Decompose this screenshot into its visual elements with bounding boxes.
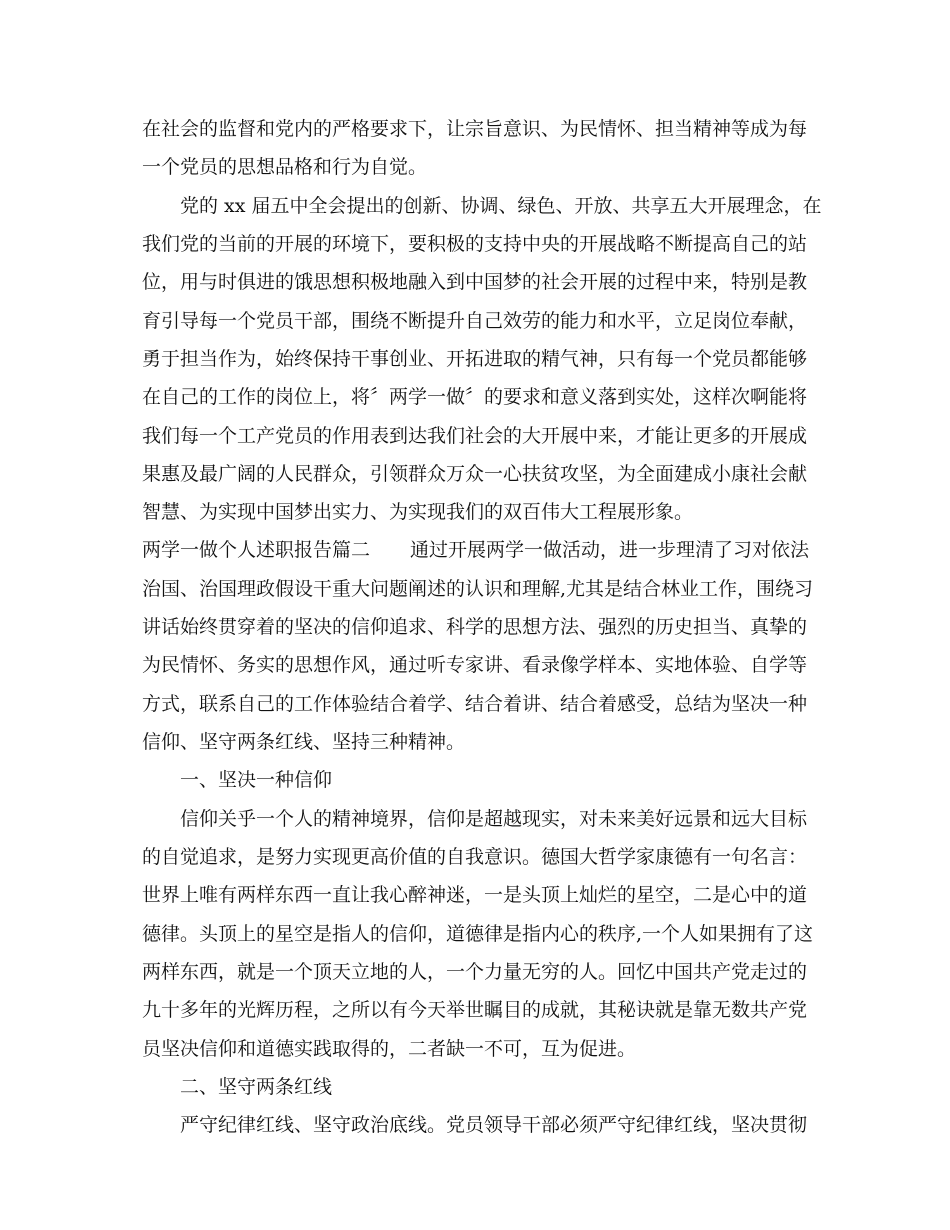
- paragraph3-line-3: 讲话始终贯穿着的坚决的信仰追求、科学的思想方法、强烈的历史担当、真挚的: [142, 616, 808, 638]
- paragraph2-line-8: 果惠及最广阔的人民群众，引领群众万众一心扶贫攻坚，为全面建成小康社会献: [142, 463, 808, 485]
- section-title: 两学一做个人述职报告篇二: [142, 539, 371, 561]
- heading-2: 二、坚守两条红线: [180, 1076, 333, 1098]
- heading-1: 一、坚决一种信仰: [180, 769, 333, 791]
- paragraph2-line-3: 位，用与时俱进的饿思想积极地融入到中国梦的社会开展的过程中来，特别是教: [142, 271, 808, 293]
- paragraph4-line-1: 信仰关乎一个人的精神境界，信仰是超越现实，对未来美好远景和远大目标: [180, 808, 808, 830]
- paragraph2-line-9: 智慧、为实现中国梦出实力、为实现我们的双百伟大工程展形象。: [142, 501, 694, 523]
- paragraph4-line-6: 九十多年的光辉历程，之所以有今天举世瞩目的成就，其秘诀就是靠无数共产党: [142, 999, 808, 1021]
- paragraph3-line-2: 治国、治国理政假设干重大问题阐述的认识和理解,尤其是结合林业工作，围绕习: [142, 578, 814, 600]
- paragraph2-line-2: 我们党的当前的开展的环境下，要积极的支持中央的开展战略不断提高自己的站: [142, 233, 808, 255]
- paragraph4-line-4: 德律。头顶上的星空是指人的信仰，道德律是指内心的秩序,一个人如果拥有了这: [142, 923, 814, 945]
- paragraph4-line-3: 世界上唯有两样东西一直让我心醉神迷，一是头顶上灿烂的星空，二是心中的道: [142, 884, 808, 906]
- paragraph2-line-7: 我们每一个工产党员的作用表到达我们社会的大开展中来，才能让更多的开展成: [142, 425, 808, 447]
- paragraph3-line-1: 通过开展两学一做活动，进一步理清了习对依法: [410, 539, 810, 561]
- paragraph4-line-2: 的自觉追求，是努力实现更高价值的自我意识。德国大哲学家康德有一句名言：: [142, 846, 808, 868]
- paragraph3-line-4: 为民情怀、务实的思想作风，通过听专家讲、看录像学样本、实地体验、自学等: [142, 654, 808, 676]
- paragraph2-line-5: 勇于担当作为，始终保持干事创业、开拓进取的精气神，只有每一个党员都能够: [142, 348, 808, 370]
- paragraph3-line-5: 方式，联系自己的工作体验结合着学、结合着讲、结合着感受，总结为坚决一种: [142, 693, 808, 715]
- paragraph2-line-1: 党的 xx 届五中全会提出的创新、协调、绿色、开放、共享五大开展理念，在: [180, 195, 822, 217]
- paragraph2-line-4: 育引导每一个党员干部，围绕不断提升自己效劳的能力和水平，立足岗位奉献，: [142, 310, 808, 332]
- section-title-line: [142, 538, 822, 562]
- paragraph1-line-2: 一个党员的思想品格和行为自觉。: [142, 156, 428, 178]
- paragraph5-line-1: 严守纪律红线、坚守政治底线。党员领导干部必须严守纪律红线，坚决贯彻: [180, 1114, 808, 1136]
- paragraph4-line-7: 员坚决信仰和道德实践取得的，二者缺一不可，互为促进。: [142, 1038, 637, 1060]
- paragraph2-line-6: 在自己的工作的岗位上，将〞两学一做〞的要求和意义落到实处，这样次啊能将: [142, 386, 808, 408]
- paragraph4-line-5: 两样东西，就是一个顶天立地的人，一个力量无穷的人。回忆中国共产党走过的: [142, 961, 808, 983]
- paragraph3-line-6: 信仰、坚守两条红线、坚持三种精神。: [142, 731, 466, 753]
- paragraph1-line-1: 在社会的监督和党内的严格要求下，让宗旨意识、为民情怀、担当精神等成为每: [142, 118, 808, 140]
